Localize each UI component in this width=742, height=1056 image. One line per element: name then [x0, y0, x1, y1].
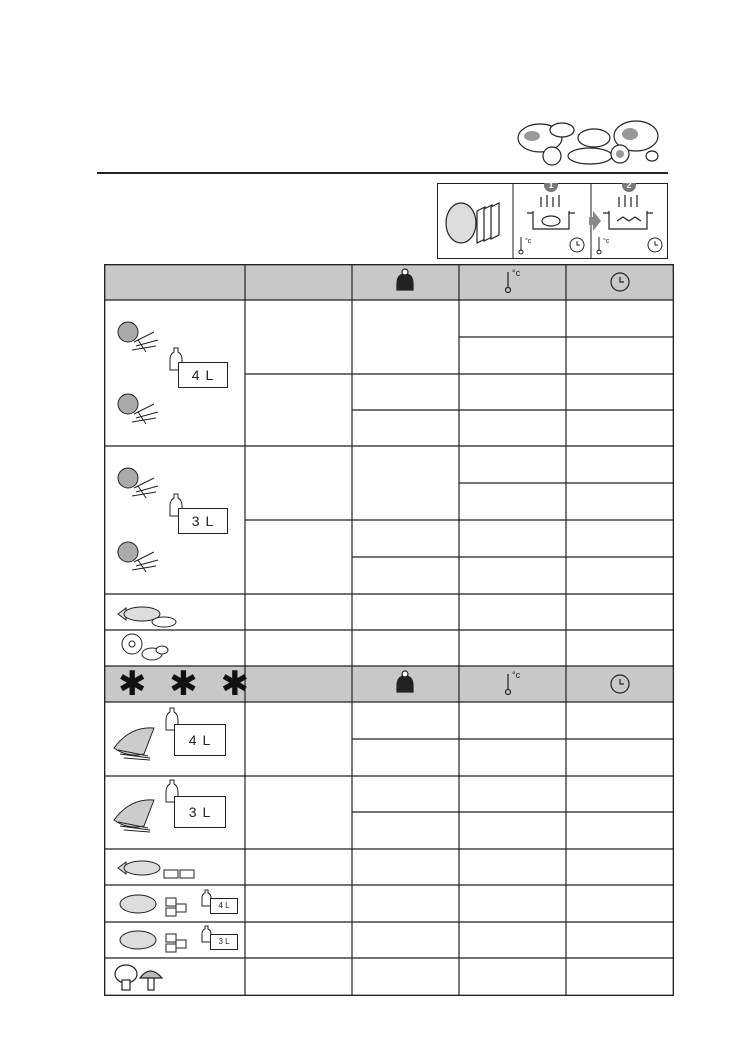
capacity-label-3l-small: 3 L	[210, 934, 238, 950]
chicken-nuggets-icon	[120, 931, 186, 952]
thermometer-unit: °c	[603, 238, 610, 245]
capacity-label-4l: 4 L	[178, 362, 228, 388]
capacity-label-3l: 3 L	[178, 508, 228, 534]
fish-icon	[118, 607, 176, 627]
potato-fries-icon	[118, 542, 158, 572]
step-number-1: 1	[548, 183, 554, 190]
frying-table	[104, 264, 674, 996]
step-number-2: 2	[626, 183, 632, 190]
header-rule	[97, 172, 668, 174]
mushrooms-icon	[115, 965, 162, 990]
capacity-label-3l: 3 L	[174, 796, 226, 828]
frozen-fries-bag-icon	[114, 728, 154, 760]
potato-fries-icon	[118, 468, 158, 498]
thermometer-unit: °c	[525, 238, 532, 245]
frozen-fish-icon	[118, 861, 194, 878]
chicken-nuggets-icon	[120, 895, 186, 916]
capacity-label-4l: 4 L	[174, 724, 226, 756]
frozen-fries-bag-icon	[114, 800, 154, 832]
potato-fries-icon	[118, 322, 158, 352]
frozen-section-symbol: ✱ ✱ ✱	[118, 664, 256, 704]
apple-rings-icon	[122, 634, 168, 660]
food-illustration	[512, 116, 668, 168]
frying-method-panel	[437, 183, 668, 259]
potato-fries-icon	[118, 394, 158, 424]
thermometer-unit: °c	[512, 268, 521, 278]
capacity-label-4l-small: 4 L	[210, 898, 238, 914]
thermometer-unit: °c	[512, 670, 521, 680]
fresh-header-row	[104, 264, 674, 300]
